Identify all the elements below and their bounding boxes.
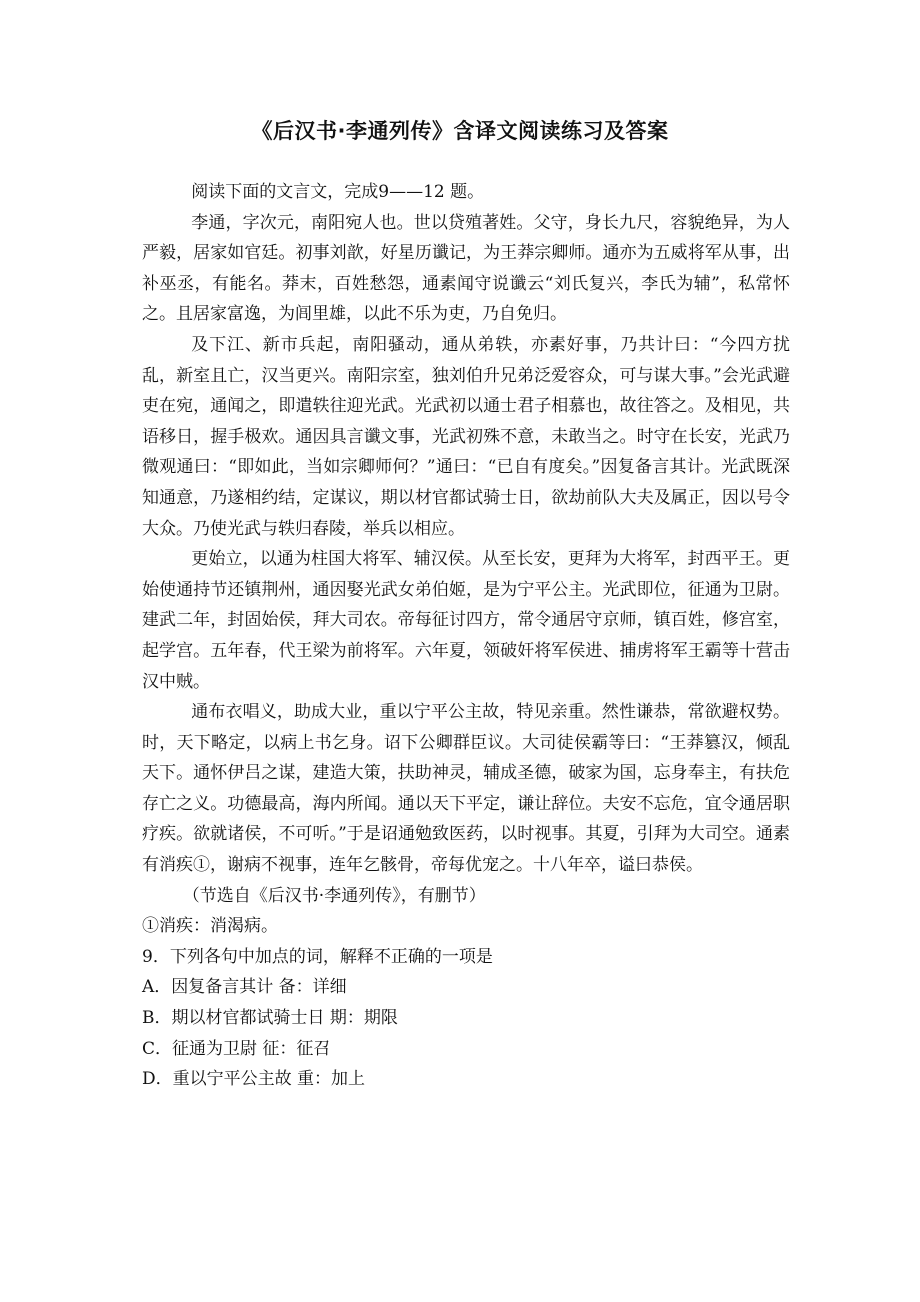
question-stem: 9．下列各句中加点的词，解释不正确的一项是 <box>142 946 493 967</box>
option-b: B．期以材官都试骑士日 期：期限 <box>142 1008 398 1029</box>
paragraph-3: 更始立，以通为柱国大将军、辅汉侯。从至长安，更拜为大将军，封西平王。更始使通持节还镇荆州，通因娶光武女弟伯姬，是为宁平公主。光武即位，征通为卫尉。建武二年，封固始侯，拜大司农。帝每征讨四方，常令通居守京师，镇百姓，修宫室，起学宫。五年春，代王梁为前将军。六年夏，领破奸将军侯进、捕虏将军王霸等十营击汉中贼。 <box>142 549 790 692</box>
document-body <box>142 177 790 1095</box>
paragraph-2: 及下江、新市兵起，南阳骚动，通从弟轶，亦素好事，乃共计曰：“今四方扰乱，新室且亡，汉当更兴。南阳宗室，独刘伯升兄弟泛爱容众，可与谋大事。”会光武避吏在宛，通闻之，即遣轶往迎光武。光武初以通士君子相慕也，故往答之。及相见，共语移日，握手极欢。通因具言谶文事，光武初殊不意，未敢当之。时守在长安，光武乃微观通曰：“即如此，当如宗卿师何？”通曰：“已自有度矣。”因复备言其计。光武既深知通意，乃遂相约结，定谋议，期以材官都试骑士日，欲劫前队大夫及属正，因以号令大众。乃使光武与轶归舂陵，举兵以相应。 <box>142 334 790 539</box>
paragraph-1: 李通，字次元，南阳宛人也。世以贷殖著姓。父守，身长九尺，容貌绝异，为人严毅，居家如官廷。初事刘歆，好星历谶记，为王莽宗卿师。通亦为五威将军从事，出补巫丞，有能名。莽末，百姓愁怨，通素闻守说谶云“刘氏复兴，李氏为辅”，私常怀之。且居家富逸，为闾里雄，以此不乐为吏，乃自免归。 <box>142 212 790 325</box>
instruction-text: 阅读下面的文言文，完成9——12 题。 <box>191 182 485 202</box>
option-a: A．因复备言其计 备：详细 <box>142 977 347 998</box>
footnote: ①消疾：消渴病。 <box>142 916 278 937</box>
paragraph-4: 通布衣唱义，助成大业，重以宁平公主故，特见亲重。然性谦恭，常欲避权势。时，天下略定，以病上书乞身。诏下公卿群臣议。大司徒侯霸等曰：“王莽篡汉，倾乱天下。通怀伊吕之谋，建造大策，扶助神灵，辅成圣德，破家为国，忘身奉主，有扶危存亡之义。功德最高，海内所闻。通以天下平定，谦让辞位。夫安不忘危，宜令通居职疗疾。欲就诸侯，不可听。”于是诏通勉致医药，以时视事。其夏，引拜为大司空。通素有消疾①，谢病不视事，连年乞骸骨，帝每优宠之。十八年卒，谥曰恭侯。 <box>142 702 790 876</box>
option-d: D．重以宁平公主故 重：加上 <box>142 1069 366 1090</box>
document-title: 《后汉书·李通列传》含译文阅读练习及答案 <box>251 119 669 143</box>
option-c: C．征通为卫尉 征：征召 <box>142 1038 331 1059</box>
source-citation: （节选自《后汉书·李通列传》，有删节） <box>182 885 486 906</box>
